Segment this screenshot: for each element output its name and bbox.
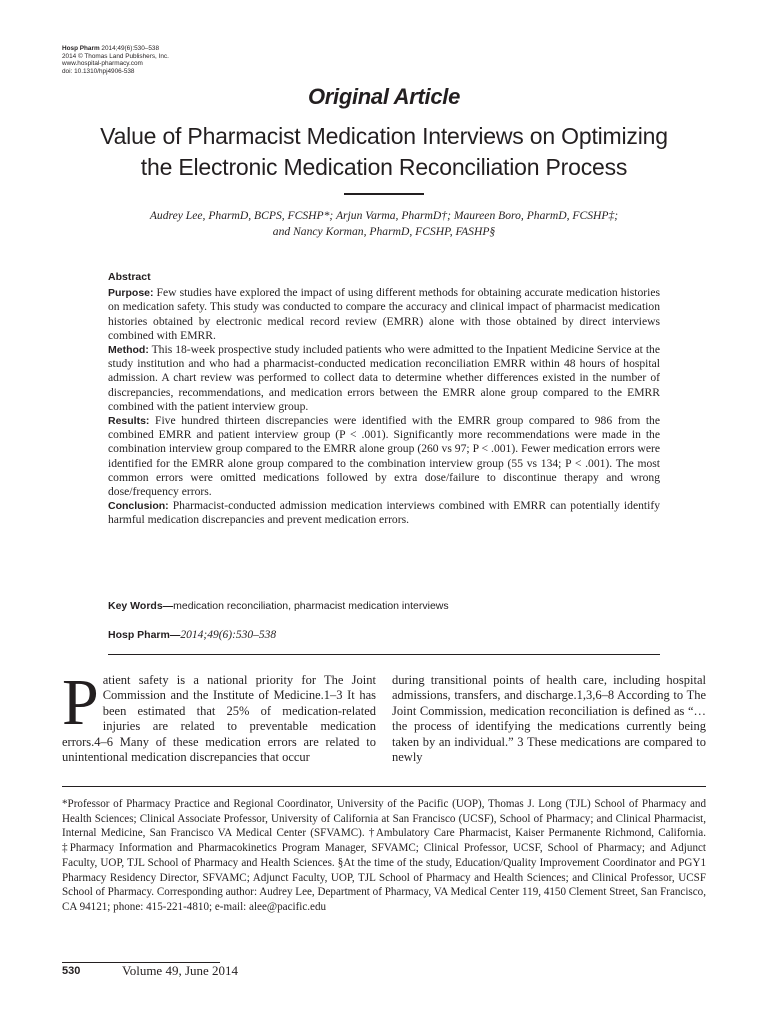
author-affiliations <box>62 797 706 915</box>
drop-cap: P <box>62 666 99 739</box>
abstract-method <box>108 343 660 414</box>
body-paragraph-left <box>62 666 376 765</box>
body-text-left: atient safety is a national priority for The Joint Commission and the Institute of Medicine.1–3 It has been estimated that 25% of medication-related injuries are related to preventable medication errors.4–6 Many of these medication errors are related to unintentional medication discrepancies that occur <box>62 673 376 765</box>
page-number: 530 <box>62 965 81 977</box>
journal-name: Hosp Pharm <box>62 45 100 52</box>
abstract-results <box>108 414 660 499</box>
method-label: Method: <box>108 344 149 357</box>
authors-line-1: Audrey Lee, PharmD, BCPS, FCSHP*; Arjun Varma, PharmD†; Maureen Boro, PharmD, FCSHP‡; <box>149 209 619 222</box>
conclusion-text: Pharmacist-conducted admission medication interviews combined with EMRR can potentially identify harmful medication discrepancies and prevent medication errors. <box>108 499 660 527</box>
citation-label: Hosp Pharm— <box>108 629 181 641</box>
purpose-text: Few studies have explored the impact of using different methods for obtaining accurate medication histories on medication safety. This study was conducted to compare the accuracy and clinical impact of pharmacist medication histories obtained by electronic medical record review (EMRR) alone with those obtained by direct interviews combined with EMRR. <box>108 286 660 342</box>
body-text-right: during transitional points of health care, including hospital admissions, transfers, and discharge.1,3,6–8 According to The Joint Commission, medication reconciliation is defined as “…the process of identifying the medications currently being taken by an individual.” 3 These medications are compared to newly <box>392 673 706 765</box>
keywords-label: Key Words— <box>108 600 174 612</box>
authors-line-2: and Nancy Korman, PharmD, FCSHP, FASHP§ <box>272 225 496 238</box>
section-label: Original Article <box>307 84 461 109</box>
publication-info <box>62 45 169 75</box>
title-divider <box>344 193 424 195</box>
abstract-heading: Abstract <box>108 271 151 283</box>
method-text: This 18-week prospective study included patients who were admitted to the Inpatient Medicine Service at the study institution and who had a pharmacist-conducted medication reconciliation EMRR within 48 hours of hospital admission. A chart review was performed to collect data to determine whether differences existed in the number of discrepancies, recommendations, and medication errors between the EMRR alone group compared to the EMRR combined with the patient interview group. <box>108 343 660 413</box>
results-label: Results: <box>108 415 150 428</box>
conclusion-label: Conclusion: <box>108 500 169 513</box>
article-title-line-2: the Electronic Medication Reconciliation Process <box>140 154 628 180</box>
abstract-divider <box>108 654 660 655</box>
abstract-conclusion <box>108 499 660 527</box>
author-list <box>60 208 708 240</box>
copyright-line: 2014 © Thomas Land Publishers, Inc. <box>62 52 169 60</box>
website-link[interactable]: www.hospital-pharmacy.com <box>62 60 143 68</box>
journal-citation: 2014;49(6):530–538 <box>99 45 159 52</box>
purpose-label: Purpose: <box>108 287 154 300</box>
citation-reference: 2014;49(6):530–538 <box>180 629 277 641</box>
article-title-line-1: Value of Pharmacist Medication Interviews on Optimizing <box>100 123 668 149</box>
doi-line: doi: 10.1310/hpj4906-538 <box>62 67 135 75</box>
issue-info: Volume 49, June 2014 <box>122 963 239 978</box>
body-column-left <box>62 666 376 765</box>
footnote-divider <box>62 786 706 787</box>
affiliations-text: *Professor of Pharmacy Practice and Regional Coordinator, University of the Pacific (UOP), Thomas J. Long (TJL) School of Pharmacy and Health Sciences; Clinical Associate Professor, University of California at San Francisco (UCSF), School of Pharmacy; and Clinical Pharmacist, Internal Medicine, San Francisco VA Medical Center (SFVAMC). †Ambulatory Care Pharmacist, Kaiser Permanente Richmond, California. ‡Pharmacy Information and Pharmacokinetics Program Manager, SFVAMC; Clinical Professor, UCSF, School of Pharmacy; and Adjunct Faculty, UOP, TJL School of Pharmacy and Health Sciences. §At the time of the study, Education/Quality Improvement Coordinator and PGY1 Pharmacy Residency Director, SFVAMC; Adjunct Faculty, UOP, TJL School of Pharmacy and Health Sciences; and Clinical Professor, UCSF School of Pharmacy. Corresponding author: Audrey Lee, Department of Pharmacy, VA Medical Center 119, 4150 Clement Street, San Francisco, CA 94121; phone: 415-221-4810; e-mail: alee@pacific.edu <box>62 798 706 913</box>
keywords-text: medication reconciliation, pharmacist medication interviews <box>173 600 449 612</box>
results-text: Five hundred thirteen discrepancies were identified with the EMRR group compared to 986 from the combined EMRR and patient interview group (P < .001). Significantly more recommendations were made in the combination interview group compared to the EMRR alone group (260 vs 97; P < .001). Fewer medication errors were identified for the EMRR alone group compared to the combination interview group (55 vs 134; P < .001). The most common errors were omitted medications followed by extra dose/failure to discontinue therapy and wrong dose/frequency errors. <box>108 414 660 499</box>
abstract-purpose <box>108 286 660 343</box>
citation-line <box>108 629 660 641</box>
keywords <box>108 600 660 612</box>
abstract <box>108 270 660 528</box>
article-title <box>40 121 728 183</box>
body-column-right <box>392 673 706 765</box>
